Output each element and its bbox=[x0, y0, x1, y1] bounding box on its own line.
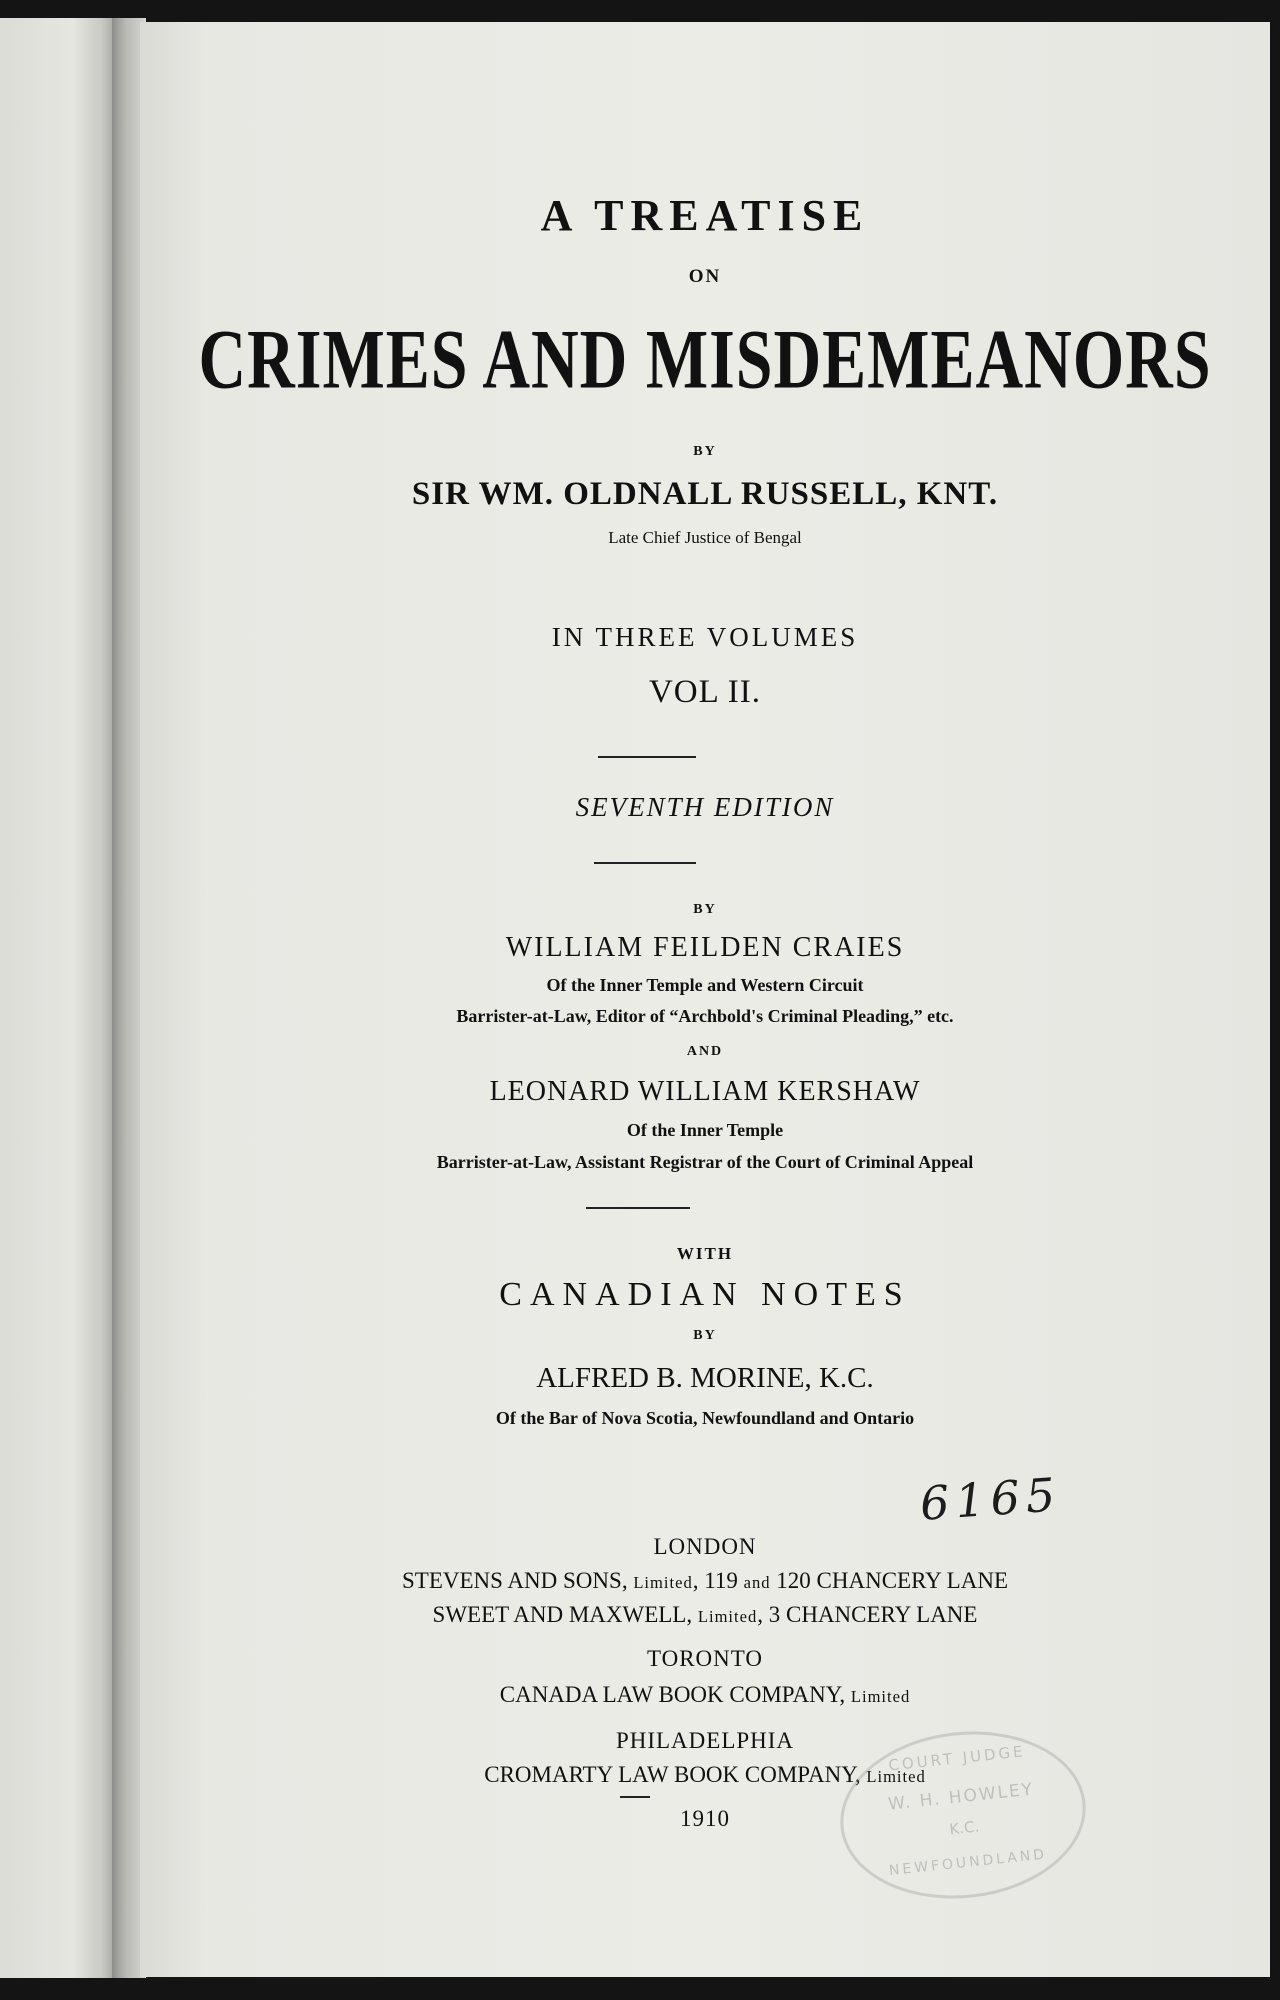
imprint-publisher-stevens bbox=[140, 1568, 1270, 1594]
imprint-city-philadelphia: PHILADELPHIA bbox=[615, 1728, 795, 1753]
and-label: AND bbox=[686, 1044, 724, 1059]
imprint-text: and bbox=[743, 1573, 771, 1592]
title-page bbox=[140, 22, 1270, 1977]
imprint-text: Limited bbox=[866, 1767, 926, 1786]
imprint-text: , 119 bbox=[692, 1568, 744, 1593]
notes-by-label: BY bbox=[693, 1328, 717, 1343]
stamp-text: W. H. HOWLEY bbox=[887, 1779, 1036, 1815]
imprint-text: Limited bbox=[850, 1687, 911, 1706]
editor-2-credentials: Barrister-at-Law, Assistant Registrar of the Court of Criminal Appeal bbox=[436, 1152, 974, 1172]
divider bbox=[594, 862, 696, 864]
imprint-publisher-sweet bbox=[140, 1602, 1270, 1628]
imprint-publisher-cromarty bbox=[140, 1762, 1270, 1788]
notes-author-affiliation: Of the Bar of Nova Scotia, Newfoundland and Ontario bbox=[495, 1408, 915, 1428]
stamp-text: NEWFOUNDLAND bbox=[888, 1846, 1048, 1879]
treatise-heading: A TREATISE bbox=[540, 191, 870, 240]
with-label: WITH bbox=[676, 1244, 734, 1263]
divider bbox=[586, 1207, 690, 1209]
publication-year: 1910 bbox=[680, 1806, 730, 1831]
facing-page bbox=[0, 18, 120, 1978]
editor-1-affiliation: Of the Inner Temple and Western Circuit bbox=[546, 975, 864, 995]
editor-1-name: WILLIAM FEILDEN CRAIES bbox=[505, 932, 905, 963]
imprint-text: Limited bbox=[697, 1607, 758, 1626]
imprint-text: SWEET AND MAXWELL, bbox=[432, 1602, 698, 1627]
editor-1-credentials: Barrister-at-Law, Editor of “Archbold's Criminal Pleading,” etc. bbox=[456, 1006, 954, 1026]
volume-number: VOL II. bbox=[648, 674, 762, 710]
stamp-text: COURT JUDGE bbox=[887, 1742, 1027, 1775]
editor-2-affiliation: Of the Inner Temple bbox=[626, 1120, 784, 1140]
handwritten-accession-number: 6165 bbox=[918, 1467, 1063, 1531]
main-title: CRIMES AND MISDEMEANORS bbox=[198, 313, 1212, 407]
imprint-text: , 3 CHANCERY LANE bbox=[757, 1602, 978, 1627]
imprint-city-toronto: TORONTO bbox=[646, 1646, 764, 1671]
imprint-text: STEVENS AND SONS, bbox=[402, 1568, 634, 1593]
volumes-note: IN THREE VOLUMES bbox=[551, 622, 859, 652]
imprint-publisher-canada bbox=[140, 1682, 1270, 1708]
author-name: SIR WM. OLDNALL RUSSELL, KNT. bbox=[411, 476, 999, 512]
imprint-text: CANADA LAW BOOK COMPANY, bbox=[499, 1682, 851, 1707]
stamp-text: K.C. bbox=[948, 1817, 981, 1839]
by-label: BY bbox=[693, 444, 717, 459]
imprint-text: 120 CHANCERY LANE bbox=[770, 1568, 1008, 1593]
imprint-text: CROMARTY LAW BOOK COMPANY, bbox=[484, 1762, 867, 1787]
editors-by-label: BY bbox=[693, 902, 717, 917]
editor-2-name: LEONARD WILLIAM KERSHAW bbox=[489, 1076, 921, 1107]
imprint-text: Limited bbox=[633, 1573, 693, 1592]
on-label: ON bbox=[688, 266, 722, 287]
notes-author-name: ALFRED B. MORINE, K.C. bbox=[536, 1362, 874, 1394]
divider bbox=[620, 1796, 650, 1798]
divider bbox=[598, 756, 696, 758]
edition: SEVENTH EDITION bbox=[575, 792, 835, 822]
notes-heading: CANADIAN NOTES bbox=[499, 1276, 911, 1313]
title-page-content bbox=[140, 22, 1270, 1977]
imprint-city-london: LONDON bbox=[653, 1534, 757, 1559]
author-role: Late Chief Justice of Bengal bbox=[608, 528, 802, 547]
